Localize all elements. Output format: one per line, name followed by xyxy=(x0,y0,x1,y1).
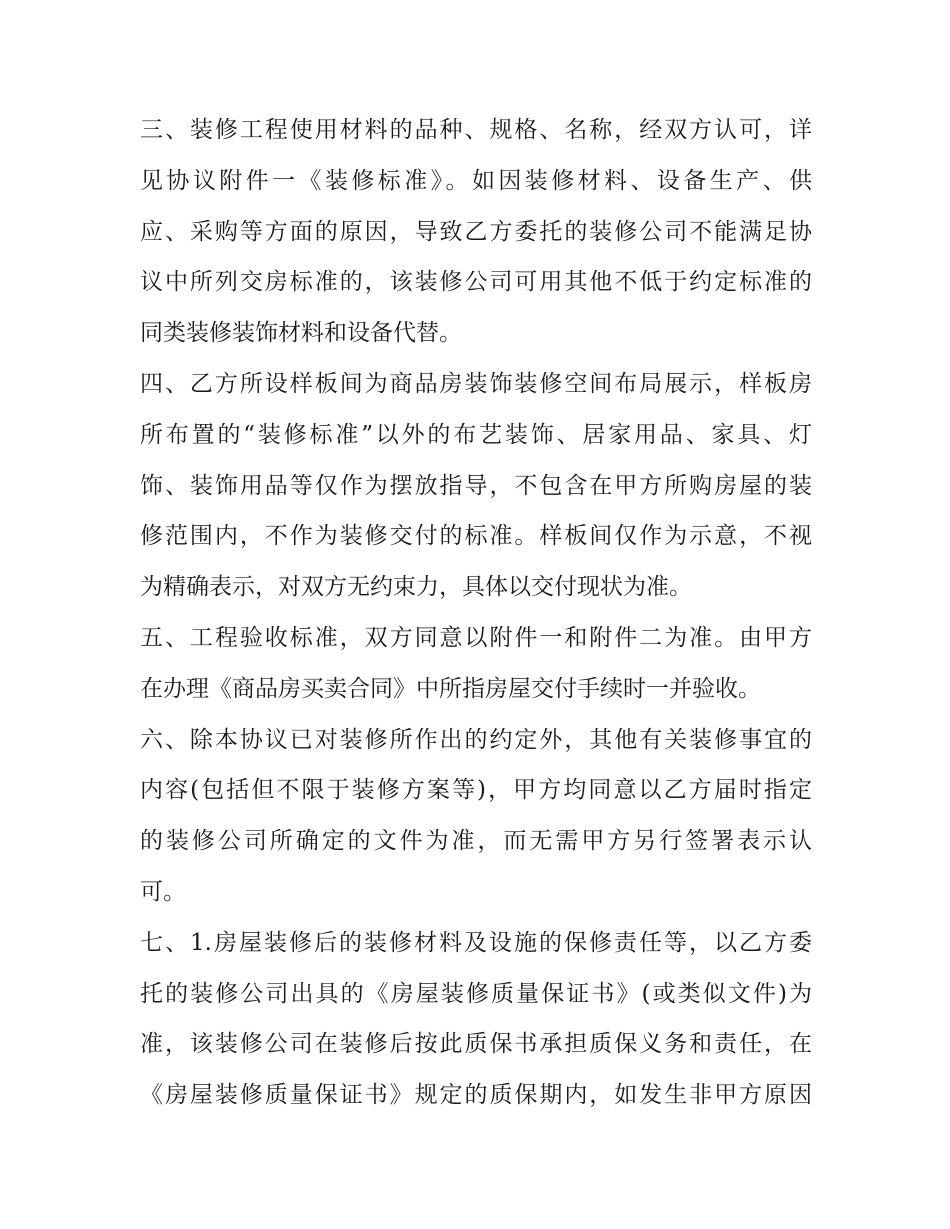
text-line: 在办理《商品房买卖合同》中所指房屋交付手续时一并验收。 xyxy=(140,675,761,702)
text-line: 议中所列交房标准的，该装修公司可用其他不低于约定标准的 xyxy=(140,269,812,296)
text-line: 五、工程验收标准，双方同意以附件一和附件二为准。由甲方 xyxy=(140,624,812,651)
text-line: 《房屋装修质量保证书》规定的质保期内，如发生非甲方原因 xyxy=(140,1082,812,1109)
text-line: 六、除本协议已对装修所作出的约定外，其他有关装修事宜的 xyxy=(140,726,812,753)
text-line: 三、装修工程使用材料的品种、规格、名称，经双方认可，详 xyxy=(140,117,812,143)
text-line: 准，该装修公司在装修后按此质保书承担质保义务和责任，在 xyxy=(140,1031,812,1058)
text-line: 内容(包括但不限于装修方案等)，甲方均同意以乙方届时指定 xyxy=(140,777,812,804)
text-line: 饰、装饰用品等仅作为摆放指导，不包含在甲方所购房屋的装 xyxy=(140,472,812,499)
text-line: 应、采购等方面的原因，导致乙方委托的装修公司不能满足协 xyxy=(140,218,812,245)
text-line: 同类装修装饰材料和设备代替。 xyxy=(140,320,462,347)
text-line: 的装修公司所确定的文件为准，而无需甲方另行签署表示认 xyxy=(140,828,812,855)
text-line: 四、乙方所设样板间为商品房装饰装修空间布局展示，样板房 xyxy=(140,370,812,397)
text-line: 可。 xyxy=(140,878,186,905)
document-body xyxy=(140,105,812,1121)
text-line: 托的装修公司出具的《房屋装修质量保证书》(或类似文件)为 xyxy=(140,980,812,1007)
text-line: 所布置的“装修标准”以外的布艺装饰、居家用品、家具、灯 xyxy=(140,421,812,448)
text-line: 七、1.房屋装修后的装修材料及设施的保修责任等，以乙方委 xyxy=(140,929,812,956)
text-line: 为精确表示，对双方无约束力，具体以交付现状为准。 xyxy=(140,574,692,601)
text-line: 见协议附件一《装修标准》。如因装修材料、设备生产、供 xyxy=(140,167,812,194)
text-line: 修范围内，不作为装修交付的标准。样板间仅作为示意，不视 xyxy=(140,523,812,550)
